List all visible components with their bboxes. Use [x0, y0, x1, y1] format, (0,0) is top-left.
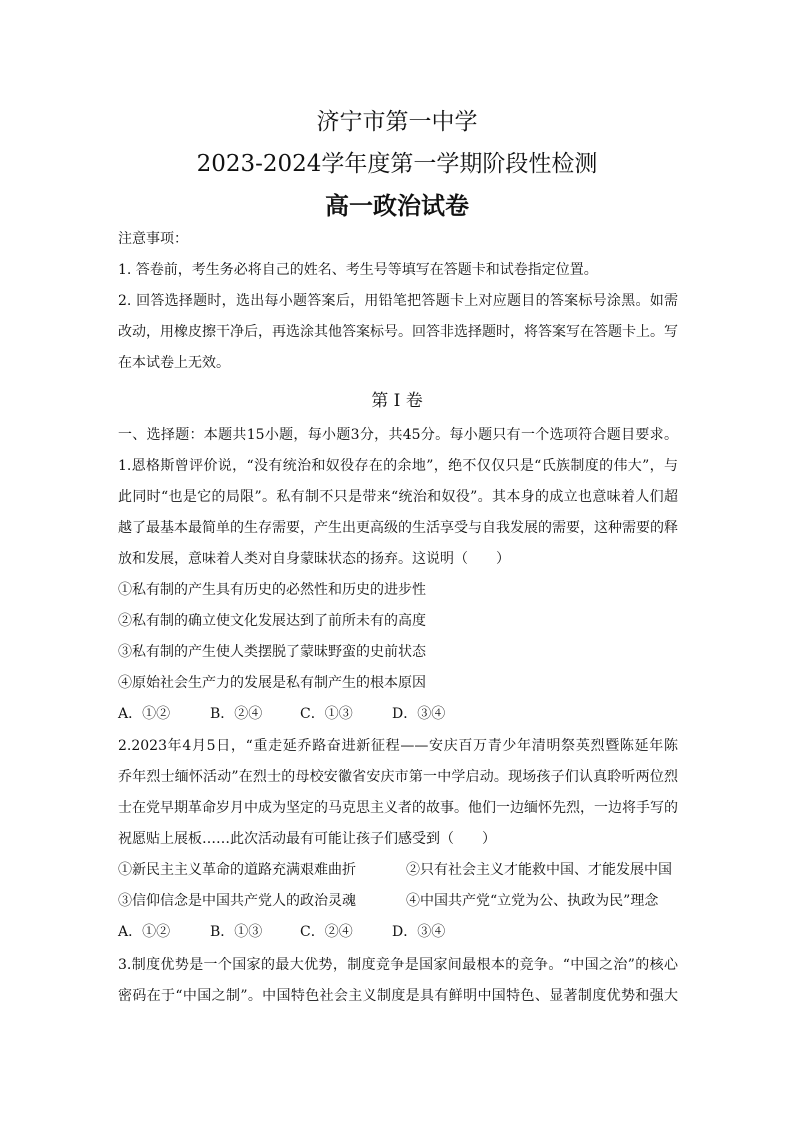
q1-line-1: 1.恩格斯曾评价说，“没有统治和奴役存在的余地”，绝不仅仅只是“氏族制度的伟大”，与 [118, 458, 678, 474]
q1-statement-4: ④原始社会生产力的发展是私有制产生的根本原因 [118, 675, 426, 691]
q1-option-a: A．①② [118, 706, 171, 722]
notes-item-1: 1. 答卷前，考生务必将自己的姓名、考生号等填写在答题卡和试卷指定位置。 [118, 262, 598, 278]
q1-option-d: D．③④ [392, 706, 446, 722]
q2-option-b: B．①③ [210, 924, 263, 940]
q1-statement-1: ①私有制的产生具有历史的必然性和历史的进步性 [118, 582, 426, 598]
q3-line-2: 密码在于“中国之制”。中国特色社会主义制度是具有鲜明中国特色、显著制度优势和强大 [118, 988, 678, 1004]
q2-statement-2: ②只有社会主义才能救中国、才能发展中国 [406, 862, 672, 878]
q1-statement-3: ③私有制的产生使人类摆脱了蒙昧野蛮的史前状态 [118, 644, 426, 660]
q2-statement-1: ①新民主主义革命的道路充满艰难曲折 [118, 862, 356, 878]
q2-line-4: 祝愿贴上展板……此次活动最有可能让孩子们感受到（ ） [118, 831, 496, 847]
q2-line-2: 乔年烈士缅怀活动”在烈士的母校安徽省安庆市第一中学启动。现场孩子们认真聆听两位烈 [118, 769, 678, 785]
q1-line-3: 越了最基本最简单的生存需要，产生出更高级的生活享受与自我发展的需要，这种需要的释 [118, 520, 678, 536]
q2-option-a: A．①② [118, 924, 171, 940]
q1-option-b: B．②④ [210, 706, 263, 722]
q1-statement-2: ②私有制的确立使文化发展达到了前所未有的高度 [118, 613, 426, 629]
q2-option-d: D．③④ [392, 924, 446, 940]
q1-line-4: 放和发展，意味着人类对自身蒙昧状态的扬弃。这说明（ ） [118, 551, 510, 567]
notes-item-2-line-1: 2. 回答选择题时，选出每小题答案后，用铅笔把答题卡上对应题目的答案标号涂黑。如需 [118, 293, 678, 309]
notes-title: 注意事项： [118, 231, 188, 247]
section-instruction: 一、选择题：本题共15小题，每小题3分，共45分。每小题只有一个选项符合题目要求。 [118, 427, 678, 443]
subject-title: 高一政治试卷 [325, 191, 469, 220]
q2-option-c: C．②④ [300, 924, 353, 940]
notes-item-2-line-2: 改动，用橡皮擦干净后，再选涂其他答案标号。回答非选择题时，将答案写在答题卡上。写 [118, 324, 678, 340]
q2-line-1: 2.2023年4月5日，“重走延乔路奋进新征程——安庆百万青少年清明祭英烈暨陈延年陈 [118, 738, 678, 754]
q3-line-1: 3.制度优势是一个国家的最大优势，制度竞争是国家间最根本的竞争。“中国之治”的核心 [118, 957, 678, 973]
q2-statement-4: ④中国共产党“立党为公、执政为民”理念 [406, 893, 659, 909]
q2-line-3: 士在党早期革命岁月中成为坚定的马克思主义者的故事。他们一边缅怀先烈，一边将手写的 [118, 800, 678, 816]
q1-line-2: 此同时“也是它的局限”。私有制不只是带来“统治和奴役”。其本身的成立也意味着人们超 [118, 489, 678, 505]
q1-option-c: C．①③ [300, 706, 353, 722]
school-name: 济宁市第一中学 [316, 109, 478, 135]
section-title: 第 I 卷 [371, 391, 423, 411]
q2-statement-3: ③信仰信念是中国共产党人的政治灵魂 [118, 893, 356, 909]
exam-title: 2023-2024学年度第一学期阶段性检测 [196, 151, 598, 177]
notes-item-2-line-3: 在本试卷上无效。 [118, 355, 230, 371]
